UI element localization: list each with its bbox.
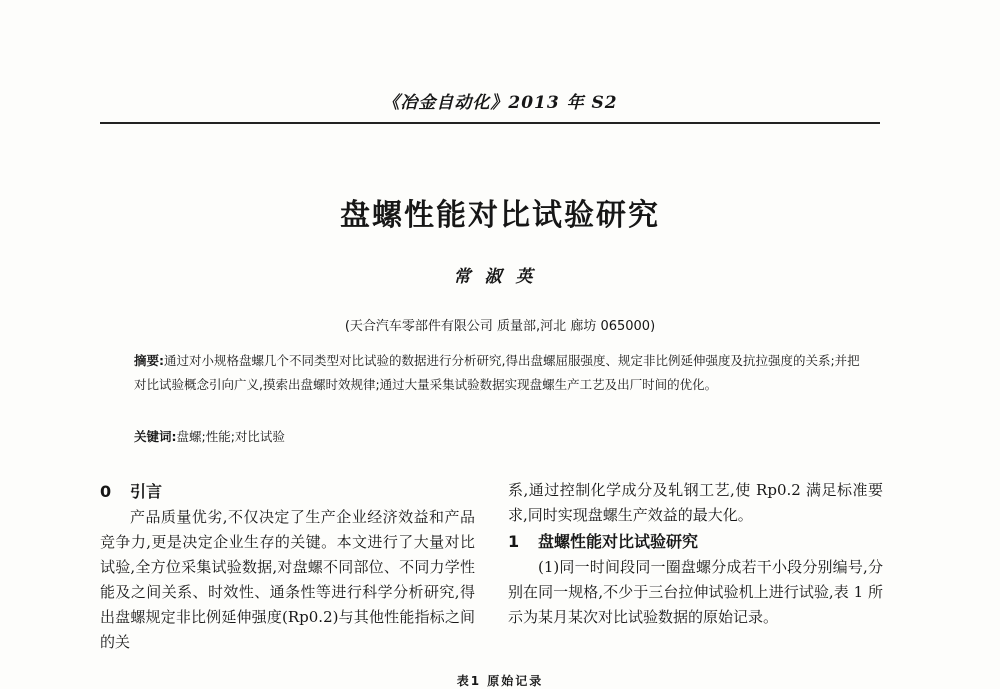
keywords (134, 425, 864, 449)
left-column (100, 478, 475, 655)
author: 常淑英 (453, 267, 547, 287)
right-column (508, 478, 883, 630)
section-number: 1 (508, 532, 520, 551)
journal-header: 《冶金自动化》2013 年 S2 (382, 93, 618, 113)
abstract (134, 349, 864, 397)
abstract-text: 通过对小规格盘螺几个不同类型对比试验的数据进行分析研究,得出盘螺屈服强度、规定非比例延伸强度及抗拉强度的关系;并把对比试验概念引向广义,摸索出盘螺时效规律;通过大量采集试验数据实现盘螺生产工艺及出厂时间的优化。 (134, 353, 860, 392)
affiliation: (天合汽车零部件有限公司 质量部,河北 廊坊 065000) (344, 319, 656, 334)
section-heading-intro (100, 478, 475, 505)
abstract-label: 摘要: (134, 353, 164, 368)
section-title: 盘螺性能对比试验研究 (538, 532, 699, 551)
intro-paragraph: 产品质量优劣,不仅决定了生产企业经济效益和产品竞争力,更是决定企业生存的关键。本文进行了大量对比试验,全方位采集试验数据,对盘螺不同部位、不同力学性能及之间关系、时效性、通条性等进行科学分析研究,得出盘螺规定非比例延伸强度(Rp0.2)与其他性能指标之间的关 (100, 508, 475, 651)
paper-title: 盘螺性能对比试验研究 (340, 198, 660, 233)
intro-paragraph-continued: 系,通过控制化学成分及轧钢工艺,使 Rp0.2 满足标准要求,同时实现盘螺生产效益的最大化。 (508, 481, 883, 524)
section-number: 0 (100, 482, 112, 501)
section-heading-1 (508, 528, 883, 555)
table-caption: 表1 原始记录 (456, 674, 544, 688)
section-1-paragraph: (1)同一时间段同一圈盘螺分成若干小段分别编号,分别在同一规格,不少于三台拉伸试验机上进行试验,表 1 所示为某月某次对比试验数据的原始记录。 (508, 558, 883, 626)
keywords-text: 盘螺;性能;对比试验 (176, 429, 285, 444)
keywords-label: 关键词: (134, 429, 177, 444)
header-rule (100, 122, 880, 124)
section-title: 引言 (130, 482, 163, 501)
